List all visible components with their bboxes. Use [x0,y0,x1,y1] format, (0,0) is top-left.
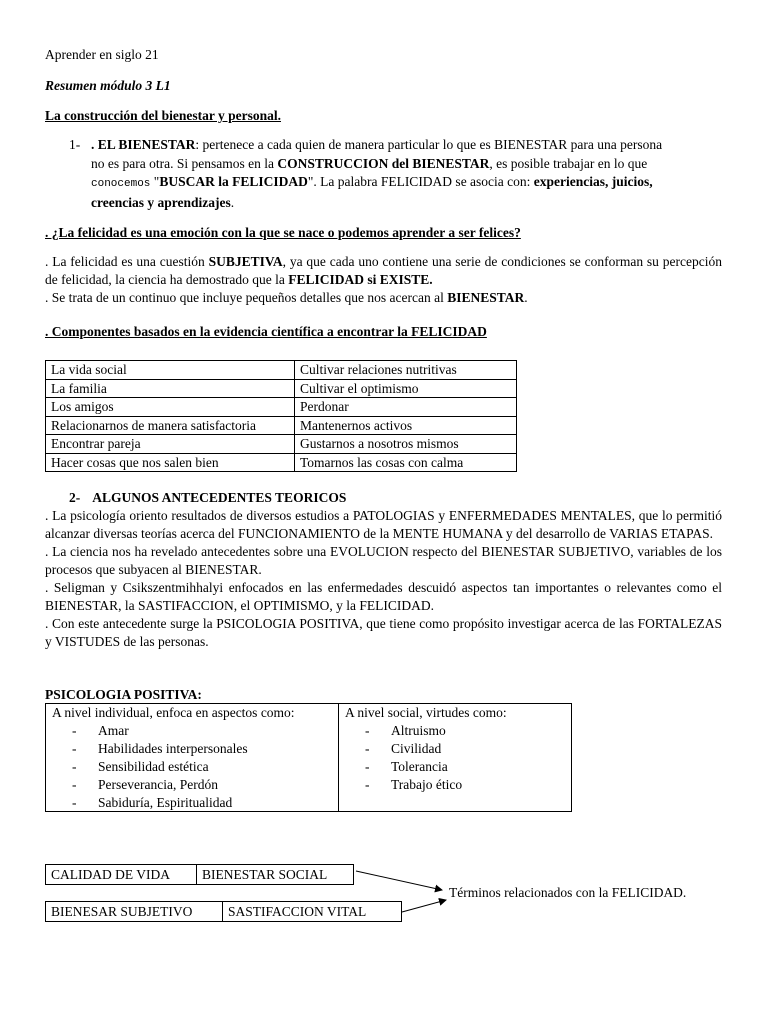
question-heading: . ¿La felicidad es una emoción con la que se nace o podemos aprender a ser felices? [45,225,521,240]
term-bienestar-subjetivo: BIENESAR SUBJETIVO [45,901,223,922]
list-dash: - [365,741,370,756]
component-right-cell: Gustarnos a nosotros mismos [295,435,517,454]
positive-psychology-title: PSICOLOGIA POSITIVA: [45,687,202,702]
list-dash: - [365,723,370,738]
answer-paragraph: . La felicidad es una cuestión SUBJETIVA, ya que cada uno contiene una serie de condiciones se conforman su percepción de felicidad, la ciencia ha demostrado que la FELICIDAD si EXISTE. . Se trata de un continuo que incluye pequeños detalles que nos acercan al BIENESTAR. [45,254,722,305]
list-dash: - [72,795,77,810]
component-left-cell: Encontrar pareja [46,435,295,454]
list-item-text: Perseverancia, Perdón [98,777,218,792]
component-left-cell: La familia [46,379,295,398]
section2-number: 2- [69,490,81,505]
section-title: La construcción del bienestar y personal. [45,108,281,123]
list-item-text: Sabiduría, Espiritualidad [98,795,233,810]
component-right-cell: Cultivar el optimismo [295,379,517,398]
list-item-text: Tolerancia [391,759,448,774]
list-item-text: Amar [98,723,129,738]
course-name: Aprender en siglo 21 [45,47,159,62]
component-left-cell: Relacionarnos de manera satisfactoria [46,416,295,435]
item1-lead: . EL BIENESTAR [91,137,196,152]
component-right-cell: Mantenernos activos [295,416,517,435]
section2-paragraph: . La psicología oriento resultados de diversos estudios a PATOLOGIAS y ENFERMEDADES MENTALES, que lo permitió alcanzar diversas teorías acerca del FUNCIONAMIENTO de la MENTE HUMANA y del desarrollo de VARIAS ETAPAS. [45,508,722,541]
module-title: Resumen módulo 3 L1 [45,78,171,93]
list-item-text: Civilidad [391,741,442,756]
list-item-text: Altruismo [391,723,446,738]
item1-paragraph: . EL BIENESTAR: pertenece a cada quien de manera particular lo que es BIENESTAR para una persona no es para otra. Si pensamos en la CONSTRUCCION del BIENESTAR, es posible trabajar en lo que conocemos "BUSCAR la FELICIDAD". La palabra FELICIDAD se asocia con: experiencias, juicios, creencias y aprendizajes. [91,137,663,210]
social-heading: A nivel social, virtudes como: [345,705,507,720]
component-left-cell: Hacer cosas que nos salen bien [46,453,295,472]
item1-number: 1- [69,137,81,152]
list-dash: - [72,741,77,756]
component-right-cell: Perdonar [295,398,517,417]
component-left-cell: La vida social [46,361,295,380]
section2-paragraph: . Con este antecedente surge la PSICOLOGIA POSITIVA, que tiene como propósito investigar acerca de las FORTALEZAS y VISTUDES de las personas. [45,616,722,649]
component-left-cell: Los amigos [46,398,295,417]
section2-paragraph: . Seligman y Csikszentmihhalyi enfocados en las enfermedades descuidó aspectos tan importantes o relevantes como el BIENESTAR, la SASTIFACCION, el OPTIMISMO, y la FELICIDAD. [45,580,722,613]
list-item-text: Trabajo ético [391,777,463,792]
individual-heading: A nivel individual, enfoca en aspectos como: [52,705,295,720]
related-terms-caption: Términos relacionados con la FELICIDAD. [449,885,687,900]
arrow-bottom [402,900,446,912]
components-title: . Componentes basados en la evidencia científica a encontrar la FELICIDAD [45,324,487,339]
section2-title: ALGUNOS ANTECEDENTES TEORICOS [92,490,347,505]
list-dash: - [72,759,77,774]
list-dash: - [72,723,77,738]
list-dash: - [72,777,77,792]
list-item-text: Habilidades interpersonales [98,741,248,756]
arrow-top [356,871,442,890]
section2-paragraph: . La ciencia nos ha revelado antecedentes sobre una EVOLUCION respecto del BIENESTAR SUBJETIVO, variables de los procesos que subyacen al BIENESTAR. [45,544,722,577]
term-calidad-de-vida: CALIDAD DE VIDA [45,864,197,885]
term-bienestar-social: BIENESTAR SOCIAL [196,864,354,885]
list-item-text: Sensibilidad estética [98,759,209,774]
component-right-cell: Tomarnos las cosas con calma [295,453,517,472]
list-dash: - [365,759,370,774]
component-right-cell: Cultivar relaciones nutritivas [295,361,517,380]
list-dash: - [365,777,370,792]
term-satisfaccion-vital: SASTIFACCION VITAL [222,901,402,922]
